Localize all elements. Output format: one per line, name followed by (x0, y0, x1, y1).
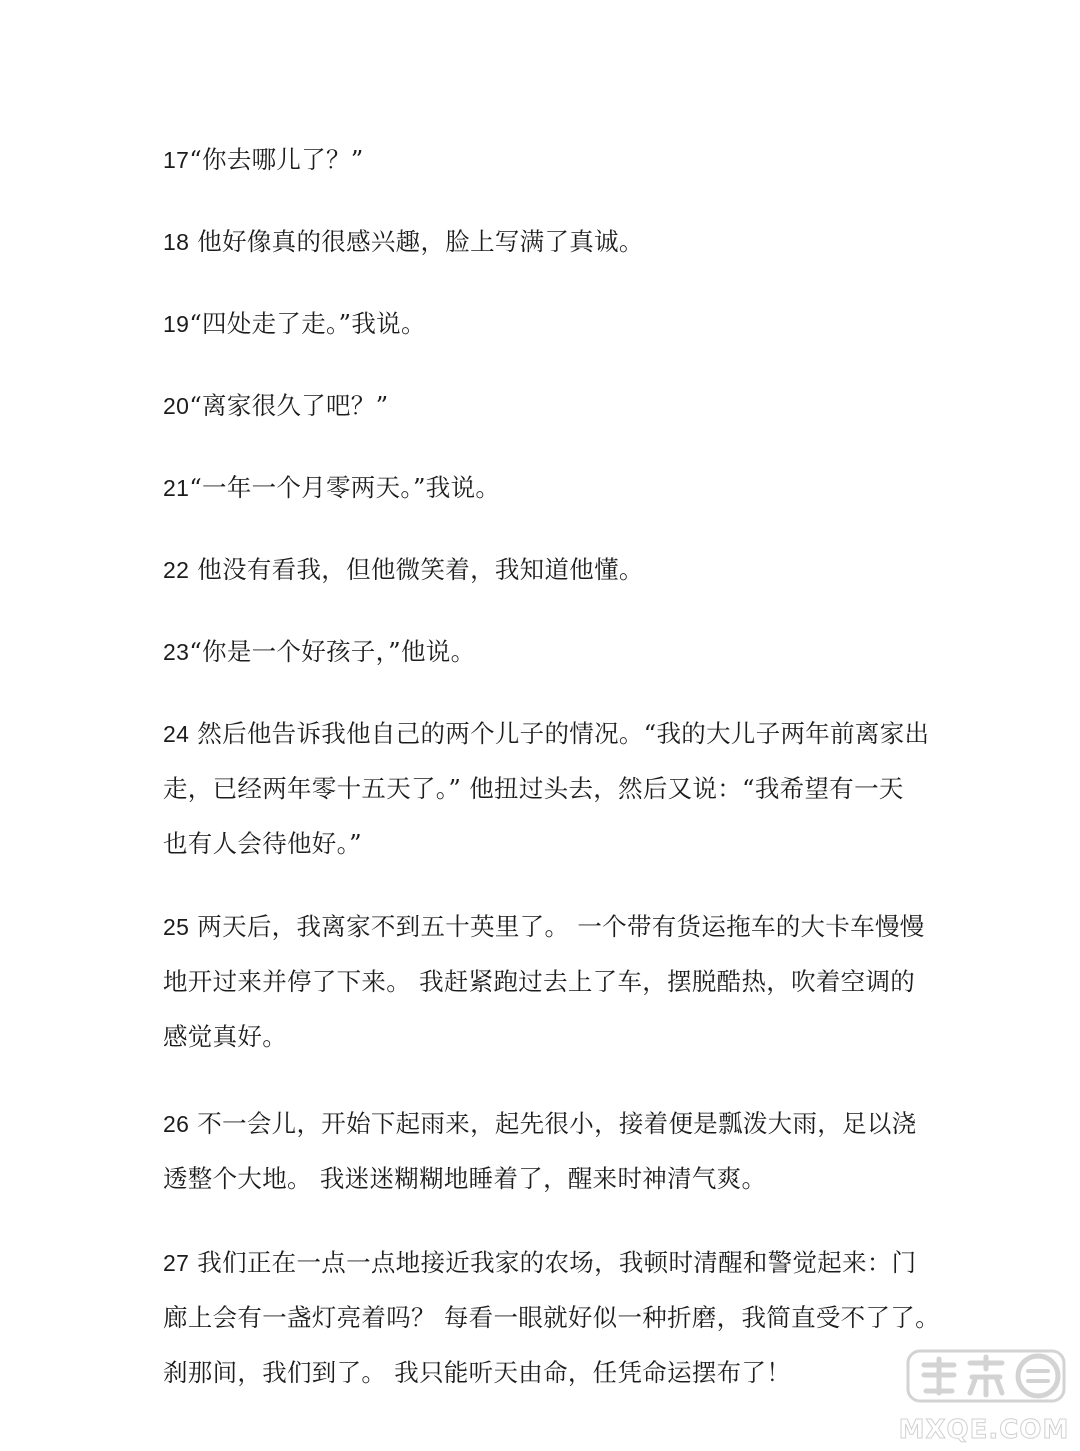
paragraph-line (163, 460, 923, 515)
paragraph-text: 然后他告诉我他自己的两个儿子的情况。“我的大儿子两年前离家出 (189, 719, 930, 748)
paragraph-line (163, 624, 923, 679)
paragraph-text: “你是一个好孩子，”他说。 (189, 637, 476, 666)
paragraph-text: 两天后，我离家不到五十英里了。 一个带有货运拖车的大卡车慢慢 (189, 912, 925, 941)
paragraph-number: 17 (163, 147, 190, 173)
paragraph-text: “离家很久了吧？” (189, 391, 389, 420)
paragraph-21 (163, 460, 923, 515)
paragraph-24 (163, 706, 930, 871)
paragraph-line: 地开过来并停了下来。 我赶紧跑过去上了车，摆脱酷热，吹着空调的 (163, 967, 916, 996)
paragraph-20 (163, 378, 923, 433)
paragraph-line (163, 706, 930, 761)
paragraph-number: 23 (163, 639, 190, 665)
paragraph-line: 感觉真好。 (163, 1022, 287, 1051)
paragraph-number: 27 (163, 1250, 190, 1276)
paragraph-line (163, 378, 923, 433)
paragraph-19 (163, 296, 923, 351)
paragraph-number: 21 (163, 475, 190, 501)
paragraph-text: 他没有看我，但他微笑着，我知道他懂。 (189, 555, 644, 584)
paragraph-number: 24 (163, 721, 190, 747)
paragraph-text: 不一会儿，开始下起雨来，起先很小，接着便是瓢泼大雨，足以浇 (189, 1109, 917, 1138)
paragraph-line (163, 296, 923, 351)
watermark (894, 1345, 1074, 1445)
paragraph-number: 19 (163, 311, 190, 337)
paragraph-line: 走，已经两年零十五天了。” 他扭过头去，然后又说：“我希望有一天 (163, 774, 904, 803)
watermark-site: MXQE.COM (898, 1415, 1070, 1445)
paragraph-25 (163, 899, 923, 1064)
paragraph-line (163, 899, 923, 954)
paragraph-17 (163, 132, 923, 187)
paragraph-line (163, 214, 923, 269)
paragraph-text: 我们正在一点一点地接近我家的农场，我顿时清醒和警觉起来：门 (189, 1248, 917, 1277)
paragraph-27 (163, 1235, 940, 1400)
paragraph-23 (163, 624, 923, 679)
paragraph-number: 26 (163, 1111, 190, 1137)
watermark-logo (906, 1347, 1066, 1405)
paragraph-line (163, 1235, 923, 1290)
paragraph-text: 他好像真的很感兴趣，脸上写满了真诚。 (189, 227, 644, 256)
paragraph-line: 透整个大地。 我迷迷糊糊地睡着了，醒来时神清气爽。 (163, 1164, 767, 1193)
paragraph-22 (163, 542, 923, 597)
paragraph-line: 刹那间，我们到了。 我只能听天由命，任凭命运摆布了！ (163, 1358, 792, 1387)
paragraph-18 (163, 214, 923, 269)
paragraph-26 (163, 1096, 923, 1206)
paragraph-text: “一年一个月零两天。”我说。 (189, 473, 501, 502)
paragraph-line (163, 132, 923, 187)
paragraph-line: 廊上会有一盏灯亮着吗？ 每看一眼就好似一种折磨，我简直受不了了。 (163, 1303, 940, 1332)
paragraph-number: 25 (163, 914, 190, 940)
paragraph-line: 也有人会待他好。” (163, 829, 362, 858)
paragraph-number: 22 (163, 557, 190, 583)
paragraph-text: “四处走了走。”我说。 (189, 309, 426, 338)
paragraph-number: 18 (163, 229, 190, 255)
paragraph-text: “你去哪儿了？” (189, 145, 364, 174)
paragraph-number: 20 (163, 393, 190, 419)
paragraph-line (163, 542, 923, 597)
paragraph-line (163, 1096, 923, 1151)
